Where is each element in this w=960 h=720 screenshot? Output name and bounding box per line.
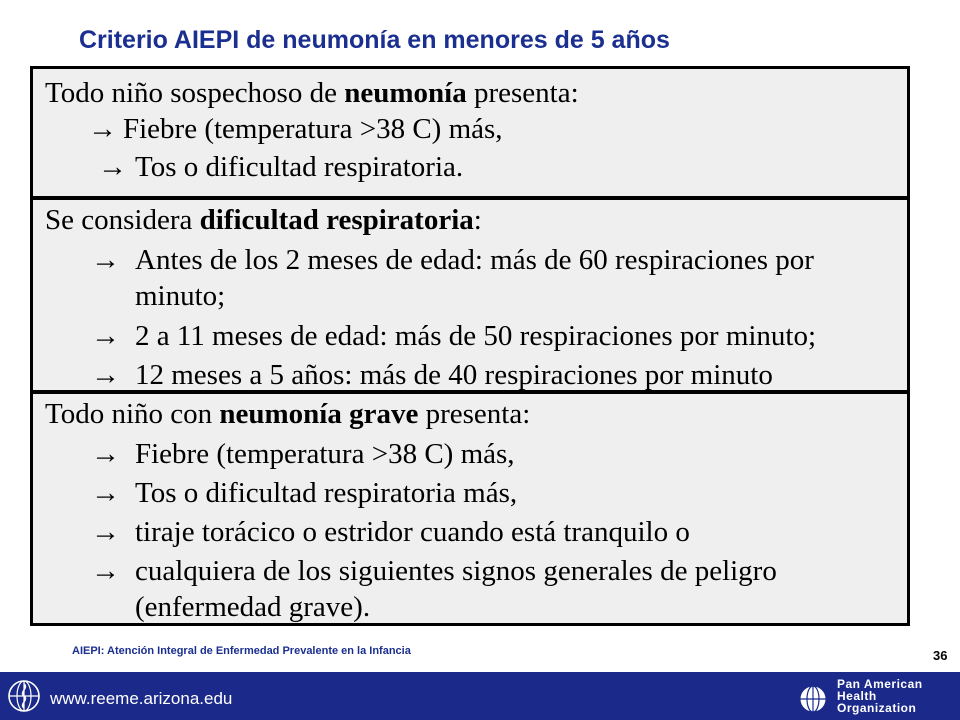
criteria-box-severe-pneumonia — [30, 391, 910, 626]
arrow-icon: → — [91, 244, 120, 276]
arrow-icon: → — [91, 516, 120, 548]
arrow-icon: → — [91, 438, 120, 470]
arrow-icon: → — [91, 320, 120, 352]
list-item-continuation: minuto; — [135, 280, 226, 312]
website-link[interactable]: www.reeme.arizona.edu — [50, 689, 233, 708]
slide-title: Criterio AIEPI de neumonía en menores de 5 años — [79, 26, 670, 54]
list-item: 2 a 11 meses de edad: más de 50 respiraciones por minuto; — [135, 320, 817, 352]
arrow-icon: → — [98, 151, 127, 183]
list-item: 12 meses a 5 años: más de 40 respiraciones por minuto — [135, 359, 773, 391]
arrow-icon: → — [91, 477, 120, 509]
who-emblem-icon — [6, 678, 42, 714]
organization-name: Pan American Health Organization — [837, 677, 923, 715]
box-intro: Todo niño sospechoso de neumonía presenta: — [45, 77, 579, 109]
criteria-box-respiratory-difficulty — [30, 197, 910, 393]
list-item: Antes de los 2 meses de edad: más de 60 respiraciones por — [135, 244, 814, 276]
list-item: cualquiera de los siguientes signos generales de peligro — [135, 555, 777, 587]
paho-globe-icon — [798, 684, 828, 714]
list-item: Fiebre (temperatura >38 C) más, — [123, 113, 503, 145]
list-item: tiraje torácico o estridor cuando está tranquilo o — [135, 516, 690, 548]
page-number: 36 — [933, 648, 948, 663]
arrow-icon: → — [91, 555, 120, 587]
list-item: Tos o dificultad respiratoria. — [135, 151, 464, 183]
arrow-icon: → — [91, 359, 120, 391]
list-item: Tos o dificultad respiratoria más, — [135, 477, 518, 509]
box-intro: Todo niño con neumonía grave presenta: — [45, 398, 531, 430]
list-item-continuation: (enfermedad grave). — [135, 591, 371, 623]
criteria-box-suspected-pneumonia — [30, 66, 910, 199]
footer-bar — [0, 672, 960, 720]
list-item: Fiebre (temperatura >38 C) más, — [135, 438, 515, 470]
box-intro: Se considera dificultad respiratoria: — [45, 204, 482, 236]
acronym-footnote: AIEPI: Atención Integral de Enfermedad Prevalente en la Infancia — [72, 645, 411, 657]
arrow-icon: → — [88, 113, 117, 145]
